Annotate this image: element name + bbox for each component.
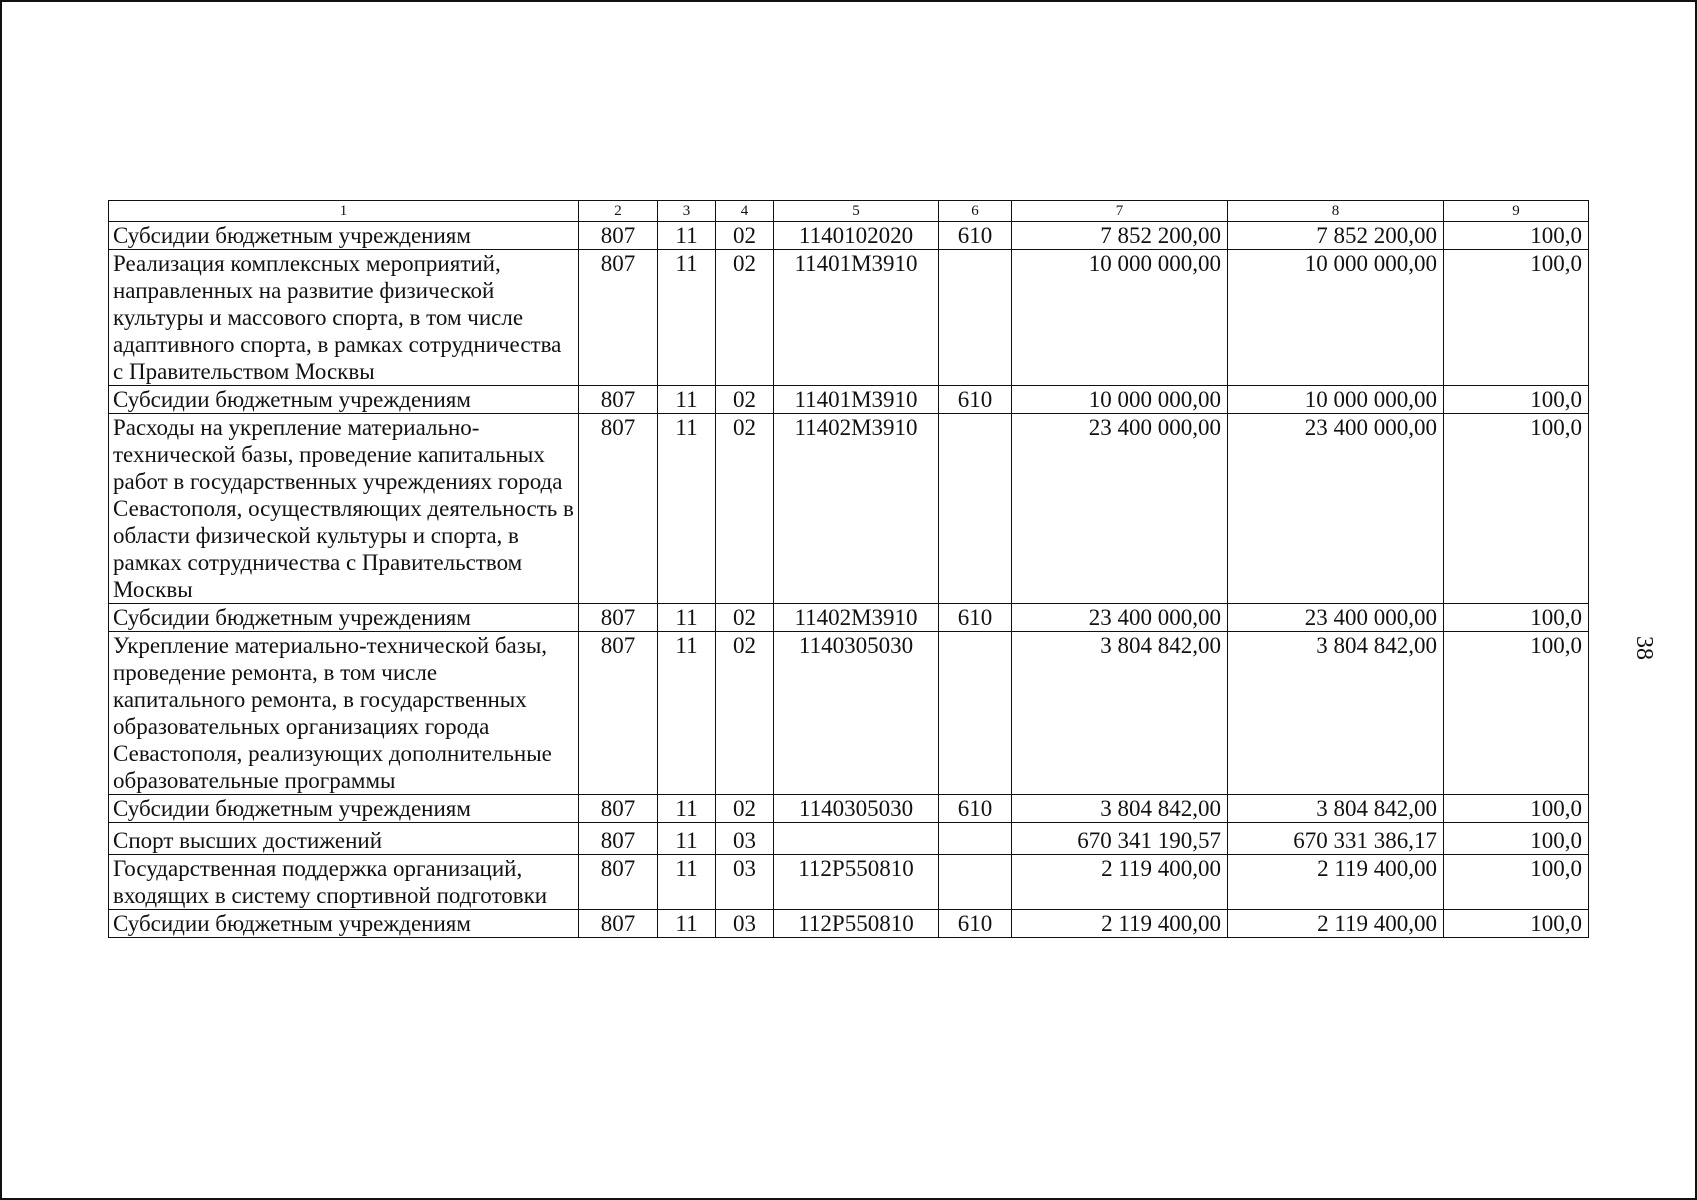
row-target-code: 112Р550810 <box>774 855 939 910</box>
row-actual-amount: 23 400 000,00 <box>1228 604 1444 632</box>
table-row <box>109 604 1589 632</box>
table-row <box>109 823 1589 855</box>
row-section-code: 11 <box>658 855 716 910</box>
row-expense-type-code: 610 <box>939 910 1012 938</box>
row-target-code: 11402М3910 <box>774 414 939 604</box>
row-subsection-code: 02 <box>716 386 774 414</box>
header-cell: 9 <box>1444 201 1589 222</box>
row-actual-amount: 2 119 400,00 <box>1228 910 1444 938</box>
header-cell: 4 <box>716 201 774 222</box>
row-name: Спорт высших достижений <box>109 823 579 855</box>
header-cell: 8 <box>1228 201 1444 222</box>
row-planned-amount: 23 400 000,00 <box>1012 604 1228 632</box>
header-cell: 6 <box>939 201 1012 222</box>
table-row <box>109 414 1589 604</box>
row-percent: 100,0 <box>1444 386 1589 414</box>
row-subsection-code: 03 <box>716 855 774 910</box>
row-expense-type-code: 610 <box>939 604 1012 632</box>
row-section-code: 11 <box>658 823 716 855</box>
row-name: Субсидии бюджетным учреждениям <box>109 604 579 632</box>
row-actual-amount: 10 000 000,00 <box>1228 250 1444 386</box>
row-grbs-code: 807 <box>579 222 658 250</box>
table-row <box>109 910 1589 938</box>
row-target-code: 112Р550810 <box>774 910 939 938</box>
row-target-code: 1140102020 <box>774 222 939 250</box>
row-target-code: 11401М3910 <box>774 386 939 414</box>
row-name: Субсидии бюджетным учреждениям <box>109 910 579 938</box>
row-expense-type-code <box>939 823 1012 855</box>
row-grbs-code: 807 <box>579 386 658 414</box>
row-name: Субсидии бюджетным учреждениям <box>109 386 579 414</box>
row-expense-type-code <box>939 855 1012 910</box>
row-subsection-code: 02 <box>716 222 774 250</box>
row-target-code: 1140305030 <box>774 632 939 795</box>
row-percent: 100,0 <box>1444 222 1589 250</box>
row-percent: 100,0 <box>1444 604 1589 632</box>
row-name: Субсидии бюджетным учреждениям <box>109 795 579 823</box>
row-planned-amount: 10 000 000,00 <box>1012 250 1228 386</box>
row-percent: 100,0 <box>1444 855 1589 910</box>
row-actual-amount: 7 852 200,00 <box>1228 222 1444 250</box>
table-row <box>109 386 1589 414</box>
table-row <box>109 632 1589 795</box>
row-planned-amount: 3 804 842,00 <box>1012 632 1228 795</box>
table-row <box>109 222 1589 250</box>
row-subsection-code: 02 <box>716 414 774 604</box>
row-planned-amount: 670 341 190,57 <box>1012 823 1228 855</box>
header-row <box>109 201 1589 222</box>
row-section-code: 11 <box>658 414 716 604</box>
row-section-code: 11 <box>658 250 716 386</box>
row-section-code: 11 <box>658 386 716 414</box>
row-section-code: 11 <box>658 604 716 632</box>
budget-table <box>108 200 1589 938</box>
row-grbs-code: 807 <box>579 632 658 795</box>
row-actual-amount: 670 331 386,17 <box>1228 823 1444 855</box>
row-percent: 100,0 <box>1444 414 1589 604</box>
row-target-code <box>774 823 939 855</box>
row-expense-type-code <box>939 250 1012 386</box>
row-subsection-code: 02 <box>716 250 774 386</box>
row-name: Укрепление материально-технической базы, проведение ремонта, в том числе капитального ремонта, в государственных образовательных организациях города Севастополя, реализующих дополнительные образовательные программы <box>109 632 579 795</box>
row-section-code: 11 <box>658 910 716 938</box>
row-planned-amount: 7 852 200,00 <box>1012 222 1228 250</box>
row-section-code: 11 <box>658 632 716 795</box>
table-row <box>109 855 1589 910</box>
row-name: Государственная поддержка организаций, входящих в систему спортивной подготовки <box>109 855 579 910</box>
row-section-code: 11 <box>658 795 716 823</box>
row-percent: 100,0 <box>1444 632 1589 795</box>
row-grbs-code: 807 <box>579 604 658 632</box>
row-subsection-code: 03 <box>716 823 774 855</box>
row-name: Расходы на укрепление материально-технической базы, проведение капитальных работ в государственных учреждениях города Севастополя, осуществляющих деятельность в области физической культуры и спорта, в рамках сотрудничества с Правительством Москвы <box>109 414 579 604</box>
row-planned-amount: 23 400 000,00 <box>1012 414 1228 604</box>
row-planned-amount: 3 804 842,00 <box>1012 795 1228 823</box>
row-actual-amount: 10 000 000,00 <box>1228 386 1444 414</box>
header-cell: 1 <box>109 201 579 222</box>
table-row <box>109 795 1589 823</box>
row-planned-amount: 10 000 000,00 <box>1012 386 1228 414</box>
row-grbs-code: 807 <box>579 795 658 823</box>
row-subsection-code: 02 <box>716 632 774 795</box>
row-subsection-code: 03 <box>716 910 774 938</box>
row-actual-amount: 3 804 842,00 <box>1228 795 1444 823</box>
row-actual-amount: 23 400 000,00 <box>1228 414 1444 604</box>
row-percent: 100,0 <box>1444 823 1589 855</box>
row-grbs-code: 807 <box>579 855 658 910</box>
row-planned-amount: 2 119 400,00 <box>1012 855 1228 910</box>
row-subsection-code: 02 <box>716 604 774 632</box>
header-cell: 3 <box>658 201 716 222</box>
row-target-code: 11401М3910 <box>774 250 939 386</box>
table-row <box>109 250 1589 386</box>
row-actual-amount: 3 804 842,00 <box>1228 632 1444 795</box>
row-percent: 100,0 <box>1444 250 1589 386</box>
row-expense-type-code: 610 <box>939 386 1012 414</box>
row-grbs-code: 807 <box>579 910 658 938</box>
row-grbs-code: 807 <box>579 823 658 855</box>
row-target-code: 1140305030 <box>774 795 939 823</box>
header-cell: 7 <box>1012 201 1228 222</box>
row-expense-type-code <box>939 414 1012 604</box>
row-section-code: 11 <box>658 222 716 250</box>
page-number: 38 <box>1631 636 1657 660</box>
row-expense-type-code <box>939 632 1012 795</box>
row-percent: 100,0 <box>1444 910 1589 938</box>
row-grbs-code: 807 <box>579 250 658 386</box>
row-name: Субсидии бюджетным учреждениям <box>109 222 579 250</box>
row-planned-amount: 2 119 400,00 <box>1012 910 1228 938</box>
row-subsection-code: 02 <box>716 795 774 823</box>
row-expense-type-code: 610 <box>939 222 1012 250</box>
row-target-code: 11402М3910 <box>774 604 939 632</box>
row-grbs-code: 807 <box>579 414 658 604</box>
header-cell: 2 <box>579 201 658 222</box>
row-name: Реализация комплексных мероприятий, направленных на развитие физической культуры и массового спорта, в том числе адаптивного спорта, в рамках сотрудничества с Правительством Москвы <box>109 250 579 386</box>
row-expense-type-code: 610 <box>939 795 1012 823</box>
header-cell: 5 <box>774 201 939 222</box>
row-actual-amount: 2 119 400,00 <box>1228 855 1444 910</box>
row-percent: 100,0 <box>1444 795 1589 823</box>
